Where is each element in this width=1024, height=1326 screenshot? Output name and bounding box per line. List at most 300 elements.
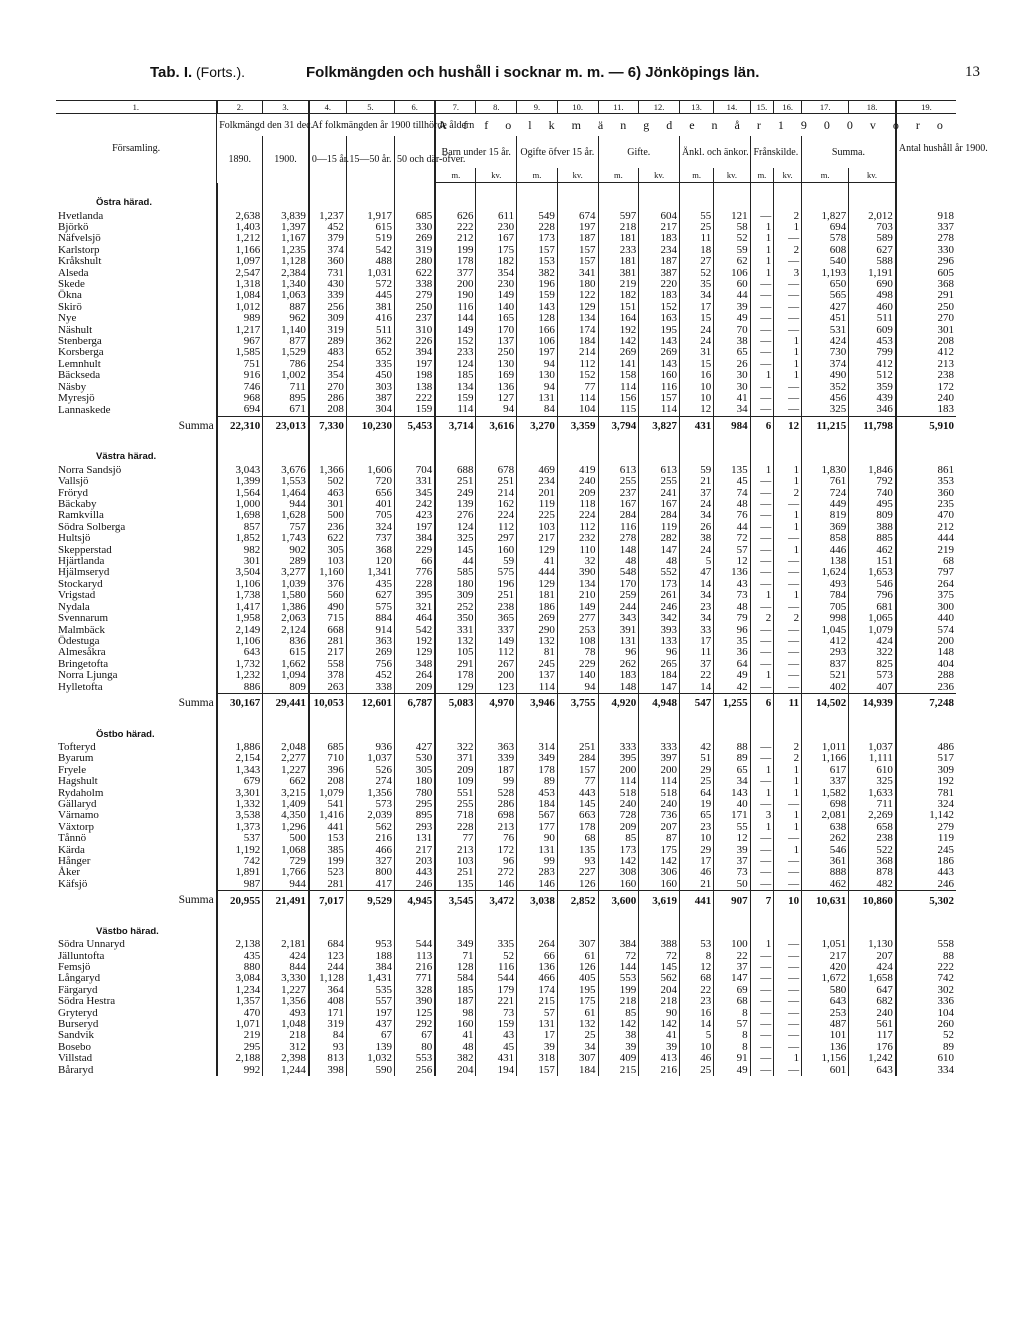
header-male: m. [802, 168, 849, 183]
data-cell: 1,633 [849, 788, 896, 799]
data-cell: 147 [639, 545, 680, 556]
data-cell: 561 [849, 1019, 896, 1030]
data-cell: 486 [896, 742, 956, 753]
data-cell: 1,039 [263, 579, 309, 590]
summa-cell: 3,616 [476, 416, 517, 437]
summa-cell: 3,359 [557, 416, 598, 437]
data-cell: 1,766 [263, 867, 309, 878]
parish-name: Bäckaby [58, 498, 97, 511]
parish-name: Villstad [58, 1052, 93, 1065]
data-cell: 238 [849, 833, 896, 844]
data-cell: 1,002 [263, 370, 309, 381]
parish-name: Växtorp [58, 820, 95, 833]
empty-cell [639, 911, 680, 939]
parish-name: Björkö [58, 220, 89, 233]
section-title: Östbo härad. [96, 728, 155, 740]
data-cell: 130 [476, 359, 517, 370]
data-cell: 262 [802, 833, 849, 844]
data-cell: 742 [217, 856, 263, 867]
data-cell: 203 [395, 856, 436, 867]
summa-row [56, 416, 956, 437]
empty-cell [774, 714, 802, 742]
parish-name: Skirö [58, 300, 82, 313]
data-cell: 160 [639, 370, 680, 381]
summa-cell: 11 [774, 693, 802, 714]
empty-cell [896, 911, 956, 939]
empty-cell [679, 714, 713, 742]
data-cell: 267 [476, 659, 517, 670]
data-cell: 216 [346, 833, 394, 844]
data-cell: 551 [435, 788, 476, 799]
data-cell: 66 [517, 951, 558, 962]
data-cell: 1,128 [263, 256, 309, 267]
data-cell: 1,068 [263, 845, 309, 856]
data-cell: 101 [802, 1030, 849, 1041]
column-number: 2. [217, 101, 263, 114]
parish-name: Värnamo [58, 809, 99, 822]
data-cell: 252 [435, 602, 476, 613]
data-cell: 139 [346, 1042, 394, 1053]
data-cell: 128 [517, 313, 558, 324]
data-cell: 405 [557, 973, 598, 984]
data-cell: 1,234 [217, 985, 263, 996]
data-cell: 250 [476, 347, 517, 358]
data-cell: 982 [217, 545, 263, 556]
empty-cell [802, 437, 849, 465]
data-cell: 81 [517, 647, 558, 658]
data-cell: 291 [896, 290, 956, 301]
data-cell: 195 [639, 325, 680, 336]
data-cell: 225 [517, 510, 558, 521]
data-cell: 123 [309, 951, 347, 962]
data-cell: 1,628 [263, 510, 309, 521]
data-cell: 466 [346, 845, 394, 856]
data-cell: 116 [435, 302, 476, 313]
parish-name: Bosebo [58, 1040, 91, 1053]
data-cell: 106 [714, 268, 750, 279]
empty-cell [557, 183, 598, 211]
data-cell: 89 [517, 776, 558, 787]
data-cell: — [774, 1019, 802, 1030]
column-number: 13. [679, 101, 713, 114]
empty-cell [395, 714, 436, 742]
summa-row [56, 891, 956, 912]
data-cell: 530 [395, 753, 436, 764]
data-cell: 1,032 [346, 1053, 394, 1064]
data-cell: 518 [639, 788, 680, 799]
data-cell: 253 [802, 1008, 849, 1019]
data-cell: 99 [517, 856, 558, 867]
data-cell: 968 [217, 393, 263, 404]
data-cell: 1,743 [263, 533, 309, 544]
data-cell: 360 [309, 256, 347, 267]
data-cell: 342 [639, 613, 680, 624]
data-cell: — [750, 973, 774, 984]
data-cell: 219 [896, 545, 956, 556]
data-cell: 658 [849, 822, 896, 833]
data-cell: 71 [435, 951, 476, 962]
empty-cell [679, 437, 713, 465]
data-cell: 274 [346, 776, 394, 787]
parish-name: Hvetlanda [58, 209, 104, 222]
data-cell: 998 [802, 613, 849, 624]
data-cell: 914 [346, 625, 394, 636]
data-cell: — [750, 799, 774, 810]
data-cell: 1,031 [346, 268, 394, 279]
summa-cell: 23,013 [263, 416, 309, 437]
data-cell: 338 [346, 682, 394, 694]
data-cell: 236 [309, 522, 347, 533]
empty-cell [896, 183, 956, 211]
data-cell: 24 [679, 499, 713, 510]
data-cell: 776 [395, 567, 436, 578]
parish-name: Bringetofta [58, 657, 109, 670]
data-cell: 936 [346, 742, 394, 753]
data-cell: 348 [395, 659, 436, 670]
data-cell: 278 [598, 533, 639, 544]
data-cell: 918 [896, 211, 956, 222]
empty-cell [679, 183, 713, 211]
data-cell: 674 [557, 211, 598, 222]
data-cell: 1 [750, 465, 774, 476]
data-cell: 277 [557, 613, 598, 624]
data-cell: 987 [217, 879, 263, 891]
data-cell: 558 [896, 939, 956, 950]
data-cell: 1,079 [849, 625, 896, 636]
data-cell: 694 [217, 404, 263, 416]
data-cell: 490 [802, 370, 849, 381]
data-cell: 283 [517, 867, 558, 878]
data-cell: 217 [395, 845, 436, 856]
summa-row [56, 693, 956, 714]
data-cell: 15 [679, 313, 713, 324]
data-cell: 319 [395, 245, 436, 256]
data-cell: 34 [679, 290, 713, 301]
data-cell: 188 [346, 951, 394, 962]
data-cell: 627 [849, 245, 896, 256]
data-cell: — [750, 533, 774, 544]
data-cell: — [750, 579, 774, 590]
summa-cell: 3,472 [476, 891, 517, 912]
data-cell: 682 [849, 996, 896, 1007]
data-cell: 144 [598, 962, 639, 973]
data-cell: 64 [714, 659, 750, 670]
data-cell: 200 [639, 765, 680, 776]
data-cell: 187 [639, 256, 680, 267]
data-cell: 113 [395, 951, 436, 962]
data-cell: 541 [309, 799, 347, 810]
data-cell: 209 [435, 765, 476, 776]
data-cell: 182 [476, 256, 517, 267]
data-cell: 157 [517, 245, 558, 256]
data-cell: 184 [557, 336, 598, 347]
data-cell: 176 [849, 1042, 896, 1053]
data-cell: 1,227 [263, 765, 309, 776]
data-cell: 69 [714, 985, 750, 996]
data-cell: 255 [435, 799, 476, 810]
data-cell: 46 [679, 867, 713, 878]
data-cell: 813 [309, 1053, 347, 1064]
data-cell: 685 [309, 742, 347, 753]
data-cell: 2,547 [217, 268, 263, 279]
data-cell: 134 [557, 313, 598, 324]
data-cell: 519 [346, 233, 394, 244]
data-cell: 58 [714, 222, 750, 233]
data-cell: 23 [679, 602, 713, 613]
data-cell: 844 [263, 962, 309, 973]
data-cell: — [774, 325, 802, 336]
data-cell: 301 [896, 325, 956, 336]
data-cell: 162 [476, 499, 517, 510]
data-cell: 610 [849, 765, 896, 776]
data-cell: 261 [639, 590, 680, 601]
data-cell: 90 [639, 1008, 680, 1019]
data-cell: 333 [598, 742, 639, 753]
summa-cell: 9,529 [346, 891, 394, 912]
data-cell: — [750, 393, 774, 404]
data-cell: 2,277 [263, 753, 309, 764]
data-cell: 397 [639, 753, 680, 764]
parish-name: Hjärtlanda [58, 555, 105, 568]
data-cell: 17 [517, 1030, 558, 1041]
parish-name: Myresjö [58, 392, 95, 404]
data-cell: 322 [849, 647, 896, 658]
header-gifte: Gifte. [598, 136, 679, 168]
data-cell: 546 [802, 845, 849, 856]
data-cell: — [750, 647, 774, 658]
data-cell: 116 [639, 382, 680, 393]
parish-name: Vrigstad [58, 589, 96, 602]
summa-cell: 7,330 [309, 416, 347, 437]
data-cell: 1,738 [217, 590, 263, 601]
empty-cell [346, 437, 394, 465]
data-cell: 395 [395, 590, 436, 601]
data-cell: 542 [395, 625, 436, 636]
data-cell: 149 [476, 636, 517, 647]
empty-cell [714, 437, 750, 465]
data-cell: 615 [346, 222, 394, 233]
data-cell: — [750, 522, 774, 533]
data-cell: — [774, 939, 802, 950]
data-cell: 281 [309, 636, 347, 647]
data-cell: 218 [639, 996, 680, 1007]
data-cell: 132 [517, 636, 558, 647]
data-cell: 2,063 [263, 613, 309, 624]
table-row [56, 833, 956, 844]
data-cell: 104 [557, 404, 598, 416]
data-cell: 711 [263, 382, 309, 393]
data-cell: 41 [435, 1030, 476, 1041]
data-cell: 14 [679, 1019, 713, 1030]
summa-cell: 10 [774, 891, 802, 912]
data-cell: 131 [395, 833, 436, 844]
data-cell: 354 [309, 370, 347, 381]
data-cell: 160 [476, 545, 517, 556]
section-header [56, 911, 956, 939]
data-cell: 511 [346, 325, 394, 336]
column-numbers [56, 101, 956, 114]
data-cell: 878 [849, 867, 896, 878]
data-cell: 112 [476, 522, 517, 533]
data-cell: 2,124 [263, 625, 309, 636]
data-cell: 469 [517, 465, 558, 476]
data-cell: 611 [476, 211, 517, 222]
data-cell: 114 [435, 404, 476, 416]
header-female: kv. [849, 168, 896, 183]
data-cell: — [750, 625, 774, 636]
data-cell: 1,192 [217, 845, 263, 856]
empty-cell [714, 183, 750, 211]
data-cell: 90 [517, 833, 558, 844]
empty-cell [849, 183, 896, 211]
data-cell: 73 [714, 590, 750, 601]
data-cell: 307 [557, 939, 598, 950]
data-cell: — [750, 359, 774, 370]
data-cell: 1 [774, 788, 802, 799]
data-cell: 136 [802, 1042, 849, 1053]
header-female: kv. [557, 168, 598, 183]
data-cell: 17 [679, 636, 713, 647]
data-cell: 728 [598, 810, 639, 821]
data-cell: 112 [476, 647, 517, 658]
data-cell: 2,039 [346, 810, 394, 821]
data-cell: 1 [774, 522, 802, 533]
data-cell: 944 [263, 879, 309, 891]
empty-cell [750, 714, 774, 742]
parish-name: Södra Hestra [58, 995, 116, 1008]
data-cell: 685 [395, 211, 436, 222]
data-cell: — [774, 290, 802, 301]
data-cell: — [750, 510, 774, 521]
data-cell: 1 [750, 233, 774, 244]
data-cell: 3,538 [217, 810, 263, 821]
data-cell: — [750, 985, 774, 996]
data-cell: 2,138 [217, 939, 263, 950]
data-cell: 396 [309, 765, 347, 776]
header-female: kv. [714, 168, 750, 183]
parish-name: Ökna [58, 289, 82, 302]
data-cell: 390 [557, 567, 598, 578]
empty-cell [598, 714, 639, 742]
data-cell: 94 [517, 382, 558, 393]
summa-cell: 5,302 [896, 891, 956, 912]
data-cell: 250 [896, 302, 956, 313]
data-cell: 32 [557, 556, 598, 567]
empty-cell [476, 714, 517, 742]
data-cell: — [774, 499, 802, 510]
data-cell: 11 [679, 647, 713, 658]
data-cell: 157 [557, 245, 598, 256]
data-cell: 331 [435, 625, 476, 636]
summa-cell: 431 [679, 416, 713, 437]
data-cell: — [750, 313, 774, 324]
parish-name: Norra Ljunga [58, 669, 118, 682]
data-cell: 160 [598, 879, 639, 891]
data-cell: 173 [598, 845, 639, 856]
parish-name: Näsby [58, 380, 87, 393]
data-cell: 300 [896, 602, 956, 613]
empty-cell [217, 911, 263, 939]
data-cell: 1,580 [263, 590, 309, 601]
data-cell: 382 [435, 1053, 476, 1064]
data-cell: 37 [679, 659, 713, 670]
data-cell: 1,366 [309, 465, 347, 476]
data-cell: 131 [598, 636, 639, 647]
data-cell: 740 [849, 488, 896, 499]
data-cell: 208 [896, 336, 956, 347]
data-cell: 279 [395, 290, 436, 301]
data-cell: 331 [395, 476, 436, 487]
data-cell: 601 [802, 1065, 849, 1076]
data-cell: 2,048 [263, 742, 309, 753]
data-cell: 368 [849, 856, 896, 867]
data-cell: 413 [639, 1053, 680, 1064]
data-cell: 3,330 [263, 973, 309, 984]
table-row [56, 370, 956, 381]
data-cell: 159 [517, 290, 558, 301]
data-cell: 1,242 [849, 1053, 896, 1064]
data-cell: 567 [517, 810, 558, 821]
data-cell: 336 [896, 996, 956, 1007]
data-cell: 238 [896, 370, 956, 381]
data-cell: 989 [217, 313, 263, 324]
parish-name: Malmbäck [58, 623, 106, 636]
column-number: 14. [714, 101, 750, 114]
data-cell: 456 [802, 393, 849, 404]
data-cell: 11 [679, 233, 713, 244]
data-cell: 552 [639, 567, 680, 578]
data-cell: 384 [598, 939, 639, 950]
data-cell: 264 [896, 579, 956, 590]
data-cell: 1 [774, 765, 802, 776]
data-cell: 304 [346, 404, 394, 416]
data-cell: 417 [346, 879, 394, 891]
data-cell: 160 [435, 1019, 476, 1030]
header-summa: Summa. [802, 136, 896, 168]
data-cell: 318 [517, 1053, 558, 1064]
data-cell: 37 [679, 488, 713, 499]
data-cell: — [750, 1019, 774, 1030]
data-cell: 704 [395, 465, 436, 476]
data-cell: 10 [679, 833, 713, 844]
data-cell: 183 [598, 670, 639, 681]
data-cell: 1,106 [217, 579, 263, 590]
data-cell: 337 [896, 222, 956, 233]
data-cell: 857 [217, 522, 263, 533]
data-cell: 52 [714, 233, 750, 244]
data-cell: 1,356 [263, 996, 309, 1007]
summa-cell: 3,755 [557, 693, 598, 714]
data-cell: 57 [714, 545, 750, 556]
data-cell: 179 [476, 985, 517, 996]
data-cell: 38 [714, 336, 750, 347]
data-cell: 1,340 [263, 279, 309, 290]
data-cell: 34 [714, 776, 750, 787]
empty-cell [217, 714, 263, 742]
data-cell: 325 [849, 776, 896, 787]
empty-cell [849, 911, 896, 939]
data-cell: 888 [802, 867, 849, 878]
data-cell: 391 [598, 625, 639, 636]
data-cell: 388 [849, 522, 896, 533]
data-cell: 335 [346, 359, 394, 370]
summa-cell: 984 [714, 416, 750, 437]
data-cell: 39 [598, 1042, 639, 1053]
column-number: 11. [598, 101, 639, 114]
data-cell: 129 [557, 302, 598, 313]
data-cell: 1 [750, 370, 774, 381]
data-cell: — [774, 233, 802, 244]
